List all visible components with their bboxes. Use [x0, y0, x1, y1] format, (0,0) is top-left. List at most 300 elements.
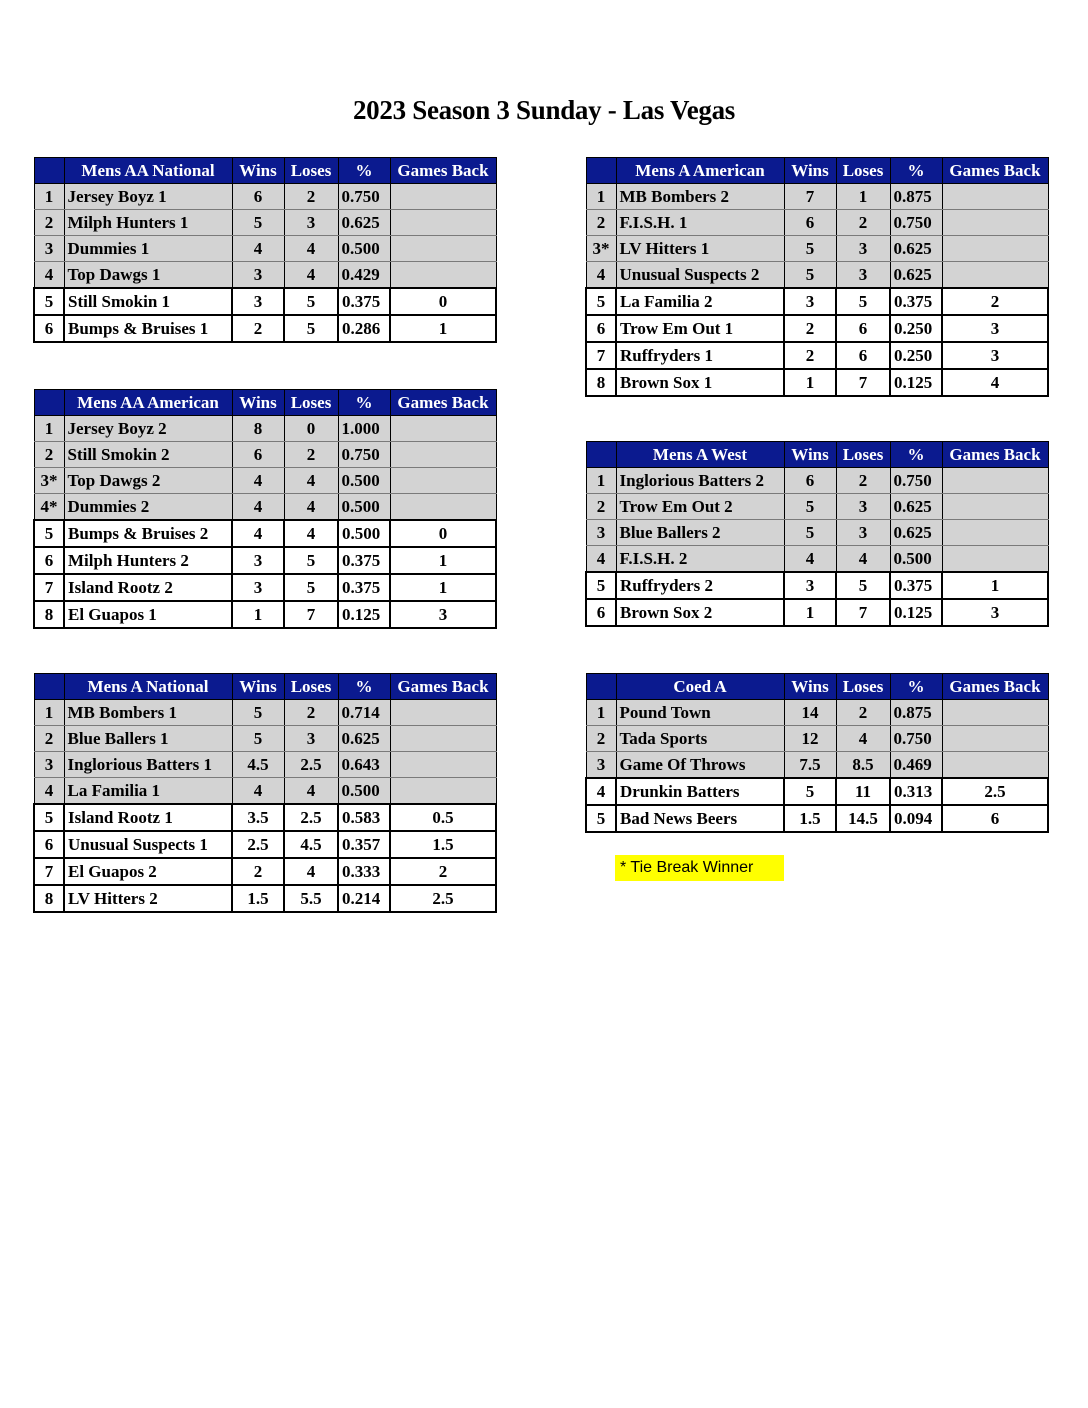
games-back-cell [942, 752, 1048, 779]
page-title: 2023 Season 3 Sunday - Las Vegas [352, 95, 736, 125]
rank-cell: 1 [34, 184, 64, 210]
standings-table-mens-a-american [585, 157, 1049, 397]
team-cell: Ruffryders 2 [616, 572, 784, 599]
loses-cell: 4 [284, 520, 338, 547]
loses-cell: 5 [284, 288, 338, 315]
games-back-cell [390, 262, 496, 289]
wins-cell: 5 [232, 726, 284, 752]
pct-cell: 0.750 [890, 210, 942, 236]
table-header-row [586, 158, 1048, 184]
games-back-header: Games Back [942, 674, 1048, 700]
games-back-cell [390, 210, 496, 236]
rank-header [34, 158, 64, 184]
loses-cell: 4 [836, 546, 890, 573]
pct-cell: 0.333 [338, 858, 390, 885]
team-cell: Bumps & Bruises 2 [64, 520, 232, 547]
games-back-cell [390, 778, 496, 805]
team-cell: Top Dawgs 1 [64, 262, 232, 289]
rank-cell: 4 [586, 546, 616, 573]
rank-cell: 2 [586, 494, 616, 520]
rank-cell: 5 [34, 520, 64, 547]
team-cell: Tada Sports [616, 726, 784, 752]
games-back-cell [942, 546, 1048, 573]
loses-cell: 3 [284, 726, 338, 752]
loses-cell: 4 [284, 494, 338, 521]
rank-cell: 6 [586, 315, 616, 342]
loses-cell: 5.5 [284, 885, 338, 912]
table-header-row [34, 674, 496, 700]
rank-cell: 6 [34, 315, 64, 342]
loses-cell: 11 [836, 778, 890, 805]
games-back-cell: 0.5 [390, 804, 496, 831]
games-back-cell [390, 184, 496, 210]
wins-cell: 7 [784, 184, 836, 210]
pct-cell: 0.875 [890, 700, 942, 726]
table-row [586, 572, 1048, 599]
rank-cell: 3 [34, 752, 64, 778]
team-cell: Brown Sox 1 [616, 369, 784, 396]
loses-cell: 1 [836, 184, 890, 210]
pct-cell: 0.357 [338, 831, 390, 858]
wins-cell: 2.5 [232, 831, 284, 858]
standings-table-mens-aa-national [33, 157, 497, 343]
team-cell: Jersey Boyz 1 [64, 184, 232, 210]
loses-cell: 5 [836, 288, 890, 315]
games-back-cell [390, 468, 496, 494]
team-cell: F.I.S.H. 2 [616, 546, 784, 573]
pct-cell: 0.750 [890, 468, 942, 494]
loses-cell: 5 [284, 547, 338, 574]
division-name: Coed A [616, 674, 784, 700]
team-cell: La Familia 2 [616, 288, 784, 315]
loses-cell: 6 [836, 342, 890, 369]
wins-cell: 5 [232, 700, 284, 726]
team-cell: MB Bombers 2 [616, 184, 784, 210]
pct-header: % [338, 390, 390, 416]
team-cell: Top Dawgs 2 [64, 468, 232, 494]
wins-cell: 2 [232, 858, 284, 885]
games-back-cell [390, 236, 496, 262]
table-row [34, 416, 496, 442]
team-cell: MB Bombers 1 [64, 700, 232, 726]
pct-cell: 0.375 [890, 572, 942, 599]
table-row [34, 315, 496, 342]
loses-cell: 3 [836, 520, 890, 546]
team-cell: El Guapos 1 [64, 601, 232, 628]
rank-header [586, 674, 616, 700]
wins-cell: 12 [784, 726, 836, 752]
team-cell: Bumps & Bruises 1 [64, 315, 232, 342]
pct-cell: 0.094 [890, 805, 942, 832]
table-row [586, 288, 1048, 315]
games-back-cell [942, 184, 1048, 210]
team-cell: LV Hitters 1 [616, 236, 784, 262]
loses-cell: 2 [284, 442, 338, 468]
rank-cell: 7 [34, 858, 64, 885]
table-row [586, 210, 1048, 236]
loses-cell: 0 [284, 416, 338, 442]
loses-cell: 2.5 [284, 752, 338, 778]
table-row [586, 494, 1048, 520]
pct-cell: 0.750 [890, 726, 942, 752]
loses-header: Loses [836, 442, 890, 468]
table-row [586, 805, 1048, 832]
pct-cell: 0.125 [890, 599, 942, 626]
games-back-cell: 1.5 [390, 831, 496, 858]
wins-cell: 2 [784, 342, 836, 369]
wins-cell: 5 [784, 262, 836, 289]
pct-cell: 0.750 [338, 442, 390, 468]
wins-cell: 2 [232, 315, 284, 342]
loses-cell: 3 [836, 494, 890, 520]
loses-cell: 2 [836, 468, 890, 494]
table-row [34, 831, 496, 858]
loses-cell: 3 [836, 262, 890, 289]
wins-cell: 7.5 [784, 752, 836, 779]
rank-header [586, 158, 616, 184]
wins-cell: 3 [232, 574, 284, 601]
wins-cell: 4 [232, 494, 284, 521]
pct-cell: 0.375 [338, 574, 390, 601]
pct-cell: 0.375 [338, 288, 390, 315]
pct-cell: 0.313 [890, 778, 942, 805]
pct-cell: 0.500 [338, 520, 390, 547]
loses-header: Loses [836, 158, 890, 184]
table-header-row [34, 390, 496, 416]
games-back-header: Games Back [390, 674, 496, 700]
standings-table-coed-a [585, 673, 1049, 833]
team-cell: Milph Hunters 1 [64, 210, 232, 236]
table-row [34, 601, 496, 628]
loses-cell: 2 [836, 210, 890, 236]
games-back-cell: 3 [942, 599, 1048, 626]
games-back-cell: 2 [942, 288, 1048, 315]
pct-cell: 0.500 [338, 468, 390, 494]
team-cell: Blue Ballers 2 [616, 520, 784, 546]
wins-header: Wins [784, 674, 836, 700]
table-row [34, 885, 496, 912]
wins-cell: 3 [232, 547, 284, 574]
rank-cell: 2 [34, 210, 64, 236]
loses-header: Loses [836, 674, 890, 700]
division-name: Mens A American [616, 158, 784, 184]
wins-cell: 6 [784, 468, 836, 494]
table-row [34, 184, 496, 210]
wins-cell: 1 [784, 599, 836, 626]
loses-cell: 4 [836, 726, 890, 752]
team-cell: Island Rootz 1 [64, 804, 232, 831]
games-back-cell [390, 416, 496, 442]
games-back-cell: 2.5 [942, 778, 1048, 805]
wins-cell: 4 [784, 546, 836, 573]
team-cell: Inglorious Batters 2 [616, 468, 784, 494]
loses-cell: 3 [836, 236, 890, 262]
rank-cell: 1 [586, 700, 616, 726]
table-row [34, 520, 496, 547]
team-cell: Brown Sox 2 [616, 599, 784, 626]
games-back-cell: 0 [390, 288, 496, 315]
rank-cell: 8 [34, 885, 64, 912]
games-back-cell [942, 494, 1048, 520]
games-back-cell: 2.5 [390, 885, 496, 912]
table-row [586, 342, 1048, 369]
loses-cell: 4 [284, 468, 338, 494]
wins-header: Wins [232, 158, 284, 184]
standings-table-mens-a-national [33, 673, 497, 913]
pct-cell: 0.429 [338, 262, 390, 289]
division-name: Mens AA National [64, 158, 232, 184]
pct-cell: 0.500 [338, 494, 390, 521]
table-row [586, 752, 1048, 779]
wins-cell: 4 [232, 236, 284, 262]
games-back-header: Games Back [390, 390, 496, 416]
wins-cell: 1 [784, 369, 836, 396]
pct-cell: 0.500 [338, 778, 390, 805]
table-row [34, 574, 496, 601]
games-back-cell [942, 468, 1048, 494]
loses-cell: 5 [836, 572, 890, 599]
pct-cell: 0.375 [338, 547, 390, 574]
wins-cell: 6 [232, 184, 284, 210]
pct-header: % [890, 158, 942, 184]
wins-header: Wins [232, 390, 284, 416]
games-back-cell: 3 [942, 315, 1048, 342]
rank-cell: 3 [586, 520, 616, 546]
rank-cell: 7 [34, 574, 64, 601]
table-row [586, 369, 1048, 396]
loses-header: Loses [284, 390, 338, 416]
rank-cell: 4 [586, 262, 616, 289]
wins-cell: 3 [232, 288, 284, 315]
table-row [34, 288, 496, 315]
games-back-cell: 1 [942, 572, 1048, 599]
pct-cell: 0.750 [338, 184, 390, 210]
games-back-cell [942, 726, 1048, 752]
loses-cell: 7 [284, 601, 338, 628]
pct-cell: 0.625 [890, 262, 942, 289]
rank-cell: 5 [34, 804, 64, 831]
games-back-cell: 4 [942, 369, 1048, 396]
team-cell: Still Smokin 2 [64, 442, 232, 468]
rank-cell: 1 [586, 184, 616, 210]
team-cell: Game Of Throws [616, 752, 784, 779]
team-cell: Island Rootz 2 [64, 574, 232, 601]
pct-cell: 0.250 [890, 315, 942, 342]
games-back-cell [390, 494, 496, 521]
team-cell: Bad News Beers [616, 805, 784, 832]
team-cell: Milph Hunters 2 [64, 547, 232, 574]
wins-cell: 5 [784, 494, 836, 520]
pct-header: % [890, 674, 942, 700]
wins-header: Wins [784, 158, 836, 184]
team-cell: F.I.S.H. 1 [616, 210, 784, 236]
wins-cell: 3.5 [232, 804, 284, 831]
table-row [34, 236, 496, 262]
rank-cell: 4* [34, 494, 64, 521]
table-row [586, 315, 1048, 342]
table-row [34, 262, 496, 289]
pct-cell: 0.469 [890, 752, 942, 779]
team-cell: Unusual Suspects 1 [64, 831, 232, 858]
rank-cell: 5 [586, 288, 616, 315]
rank-cell: 4 [34, 778, 64, 805]
team-cell: Ruffryders 1 [616, 342, 784, 369]
wins-header: Wins [784, 442, 836, 468]
team-cell: Still Smokin 1 [64, 288, 232, 315]
games-back-cell [942, 520, 1048, 546]
pct-header: % [338, 158, 390, 184]
loses-cell: 2.5 [284, 804, 338, 831]
rank-header [34, 390, 64, 416]
table-row [34, 547, 496, 574]
games-back-cell [942, 700, 1048, 726]
pct-cell: 0.643 [338, 752, 390, 778]
rank-cell: 2 [34, 442, 64, 468]
rank-cell: 1 [34, 416, 64, 442]
loses-cell: 7 [836, 369, 890, 396]
wins-cell: 2 [784, 315, 836, 342]
rank-cell: 6 [586, 599, 616, 626]
rank-cell: 2 [586, 210, 616, 236]
loses-cell: 5 [284, 315, 338, 342]
loses-cell: 4 [284, 262, 338, 289]
division-name: Mens A West [616, 442, 784, 468]
table-row [586, 599, 1048, 626]
team-cell: Drunkin Batters [616, 778, 784, 805]
standings-table-mens-a-west [585, 441, 1049, 627]
team-cell: LV Hitters 2 [64, 885, 232, 912]
games-back-cell [390, 752, 496, 778]
games-back-header: Games Back [942, 442, 1048, 468]
loses-cell: 5 [284, 574, 338, 601]
table-row [586, 236, 1048, 262]
division-name: Mens A National [64, 674, 232, 700]
table-row [586, 726, 1048, 752]
wins-cell: 1 [232, 601, 284, 628]
table-row [586, 520, 1048, 546]
pct-cell: 0.125 [890, 369, 942, 396]
rank-cell: 3* [34, 468, 64, 494]
table-row [586, 468, 1048, 494]
wins-cell: 1.5 [784, 805, 836, 832]
loses-cell: 8.5 [836, 752, 890, 779]
pct-cell: 0.875 [890, 184, 942, 210]
rank-cell: 1 [586, 468, 616, 494]
pct-cell: 0.250 [890, 342, 942, 369]
table-row [586, 546, 1048, 573]
rank-cell: 4 [586, 778, 616, 805]
rank-cell: 5 [34, 288, 64, 315]
pct-header: % [890, 442, 942, 468]
team-cell: Pound Town [616, 700, 784, 726]
games-back-cell: 2 [390, 858, 496, 885]
team-cell: El Guapos 2 [64, 858, 232, 885]
rank-header [34, 674, 64, 700]
pct-cell: 0.625 [890, 520, 942, 546]
loses-cell: 2 [836, 700, 890, 726]
table-row [34, 442, 496, 468]
games-back-cell: 1 [390, 574, 496, 601]
pct-cell: 0.625 [890, 494, 942, 520]
wins-cell: 5 [784, 778, 836, 805]
rank-cell: 2 [586, 726, 616, 752]
pct-cell: 0.125 [338, 601, 390, 628]
rank-cell: 1 [34, 700, 64, 726]
games-back-cell: 1 [390, 315, 496, 342]
table-row [34, 726, 496, 752]
pct-cell: 0.625 [890, 236, 942, 262]
wins-cell: 3 [784, 572, 836, 599]
wins-cell: 14 [784, 700, 836, 726]
wins-cell: 1.5 [232, 885, 284, 912]
games-back-cell: 3 [942, 342, 1048, 369]
games-back-cell [390, 726, 496, 752]
rank-cell: 3* [586, 236, 616, 262]
games-back-cell [942, 262, 1048, 289]
pct-cell: 0.714 [338, 700, 390, 726]
team-cell: Trow Em Out 1 [616, 315, 784, 342]
team-cell: Dummies 2 [64, 494, 232, 521]
division-name: Mens AA American [64, 390, 232, 416]
rank-cell: 5 [586, 572, 616, 599]
table-header-row [34, 158, 496, 184]
loses-cell: 4 [284, 858, 338, 885]
rank-cell: 2 [34, 726, 64, 752]
pct-cell: 0.375 [890, 288, 942, 315]
loses-cell: 14.5 [836, 805, 890, 832]
team-cell: Blue Ballers 1 [64, 726, 232, 752]
tie-break-note: * Tie Break Winner [615, 855, 784, 881]
table-row [34, 804, 496, 831]
loses-cell: 4 [284, 236, 338, 262]
rank-cell: 3 [34, 236, 64, 262]
loses-cell: 3 [284, 210, 338, 236]
wins-header: Wins [232, 674, 284, 700]
wins-cell: 8 [232, 416, 284, 442]
rank-cell: 3 [586, 752, 616, 779]
loses-header: Loses [284, 674, 338, 700]
wins-cell: 4 [232, 468, 284, 494]
team-cell: Unusual Suspects 2 [616, 262, 784, 289]
pct-cell: 0.583 [338, 804, 390, 831]
team-cell: La Familia 1 [64, 778, 232, 805]
standings-table-mens-aa-american [33, 389, 497, 629]
table-row [34, 468, 496, 494]
wins-cell: 5 [784, 520, 836, 546]
team-cell: Dummies 1 [64, 236, 232, 262]
table-row [34, 858, 496, 885]
games-back-cell [942, 210, 1048, 236]
loses-cell: 7 [836, 599, 890, 626]
wins-cell: 5 [784, 236, 836, 262]
loses-cell: 4 [284, 778, 338, 805]
wins-cell: 5 [232, 210, 284, 236]
table-header-row [586, 442, 1048, 468]
games-back-cell: 6 [942, 805, 1048, 832]
wins-cell: 4 [232, 520, 284, 547]
wins-cell: 4.5 [232, 752, 284, 778]
pct-header: % [338, 674, 390, 700]
table-row [586, 778, 1048, 805]
table-row [586, 184, 1048, 210]
pct-cell: 0.214 [338, 885, 390, 912]
table-row [34, 210, 496, 236]
table-row [34, 494, 496, 521]
wins-cell: 6 [784, 210, 836, 236]
loses-cell: 4.5 [284, 831, 338, 858]
wins-cell: 3 [784, 288, 836, 315]
wins-cell: 3 [232, 262, 284, 289]
